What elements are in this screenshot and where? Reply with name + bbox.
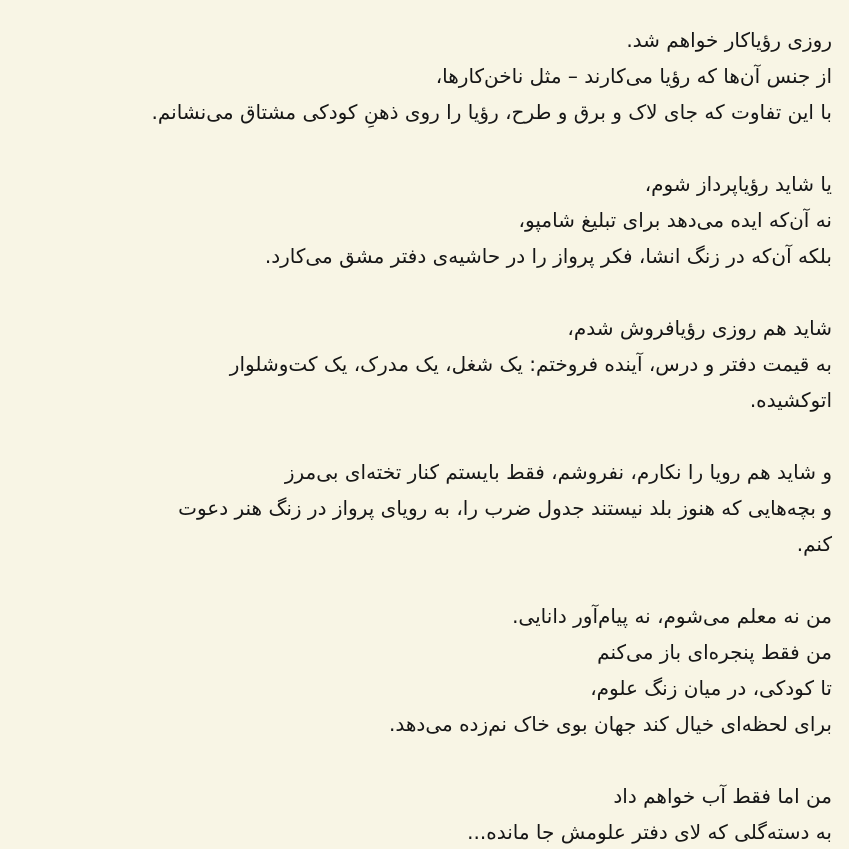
stanza-6 (10, 778, 832, 849)
poem-line: از جنس آن‌ها که رؤیا می‌کارند – مثل ناخن‌کارها، (435, 64, 832, 88)
poem-line: من فقط پنجره‌ای باز می‌کنم (597, 640, 832, 664)
poem-line: روزی رؤیاکار خواهم شد. (626, 28, 832, 52)
stanza-5 (10, 598, 832, 742)
poem-line: به قیمت دفتر و درس، آینده فروختم: یک شغل، یک مدرک، یک کت‌وشلوار (229, 352, 832, 376)
poem-line: بلکه آن‌که در زنگ انشا، فکر پرواز را در حاشیه‌ی دفتر مشق می‌کارد. (264, 244, 832, 268)
stanza-4 (10, 454, 832, 562)
stanza-3 (10, 310, 832, 418)
poem-line: من نه معلم می‌شوم، نه پیام‌آور دانایی. (512, 604, 832, 628)
poem-line: شاید هم روزی رؤیافروش شدم، (567, 316, 832, 340)
stanza-1 (10, 22, 832, 130)
poem-line: کنم. (796, 532, 832, 556)
poem-line: به دسته‌گلی که لای دفتر علومش جا مانده... (467, 820, 832, 844)
poem-line: نه آن‌که ایده می‌دهد برای تبلیغ شامپو، (518, 208, 832, 232)
poem-line: من اما فقط آب خواهم داد (613, 784, 832, 808)
poem-line: با این تفاوت که جای لاک و برق و طرح، رؤیا را روی ذهنِ کودکی مشتاق می‌نشانم. (151, 100, 832, 124)
poem-line: یا شاید رؤیاپرداز شوم، (644, 172, 832, 196)
stanza-2 (10, 166, 832, 274)
poem-line: اتوکشیده. (749, 388, 832, 412)
poem-line: برای لحظه‌ای خیال کند جهان بوی خاک نم‌زده می‌دهد. (389, 712, 832, 736)
poem-line: و بچه‌هایی که هنوز بلد نیستند جدول ضرب را، به رویای پرواز در زنگ هنر دعوت (178, 496, 832, 520)
poem-line: و شاید هم رویا را نکارم، نفروشم، فقط بایستم کنار تخته‌ای بی‌مرز (284, 460, 832, 484)
poem-line: تا کودکی، در میان زنگ علوم، (590, 676, 832, 700)
